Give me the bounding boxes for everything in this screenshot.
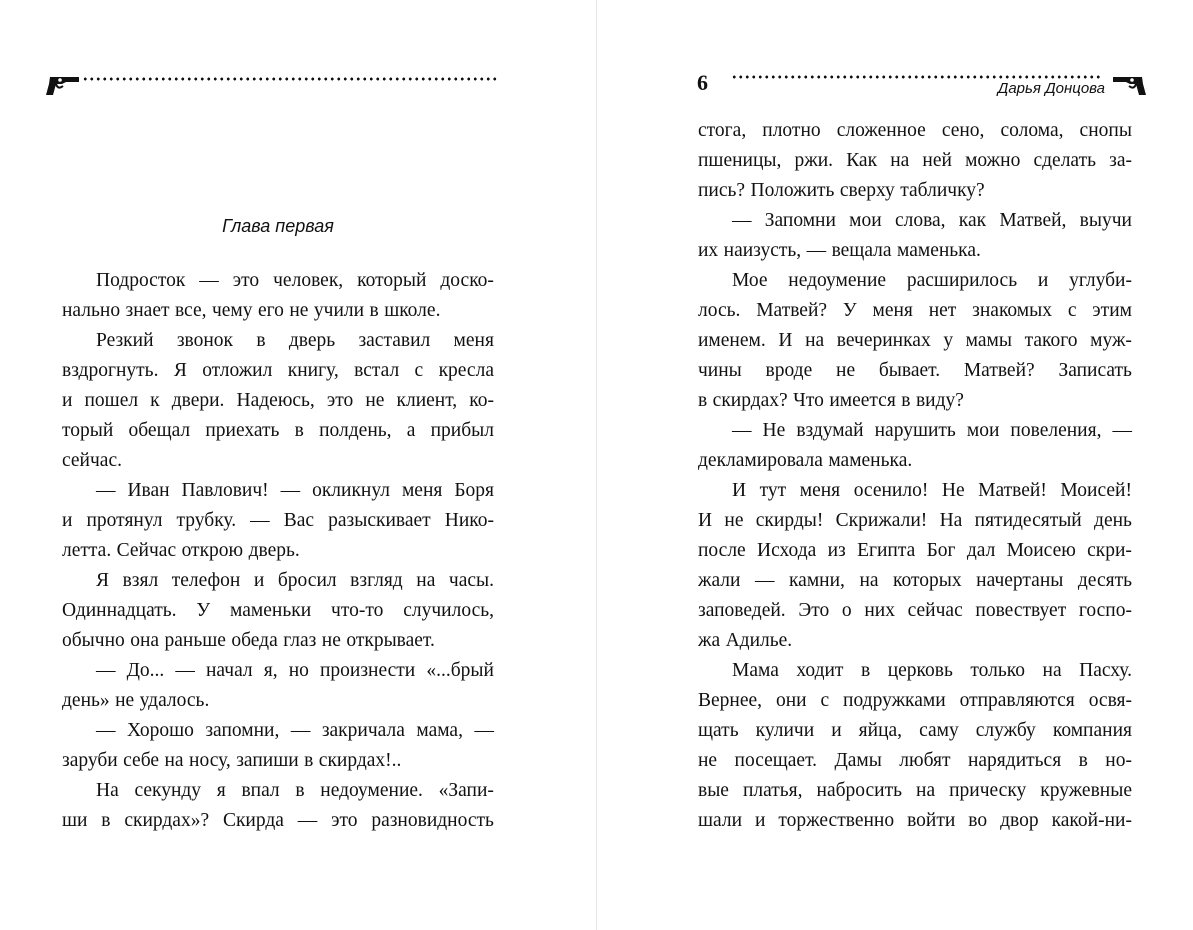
text-line: и протянул трубку. — Вас разыскивает Нико- [62, 510, 494, 531]
text-line: сейчас. [62, 450, 122, 471]
text-line: пшеницы, ржи. Как на ней можно сделать за- [698, 150, 1132, 171]
text-line: Я взял телефон и бросил взгляд на часы. [96, 570, 494, 591]
text-line: торый обещал приехать в полдень, а прибыл [62, 420, 494, 441]
text-line: и пошел к двери. Надеюсь, это не клиент, ко- [62, 390, 494, 411]
text-line: Вернее, они с подружками отправляются освя- [698, 690, 1132, 711]
text-line: чины вроде не бывает. Матвей? Записать [698, 360, 1132, 381]
text-line: стога, плотно сложенное сено, солома, снопы [698, 120, 1132, 141]
text-line: — Не вздумай нарушить мои повеления, — [732, 420, 1132, 441]
left-page-text [62, 266, 494, 836]
text-line: Резкий звонок в дверь заставил меня [96, 330, 494, 351]
text-line: день» не удалось. [62, 690, 210, 711]
chapter-title: Глава первая [222, 216, 334, 236]
text-line: вые платья, набросить на прическу кружевные [698, 780, 1132, 801]
revolver-icon [1112, 74, 1148, 96]
text-line: Подросток — это человек, который доско- [96, 270, 494, 291]
right-page [597, 0, 1193, 930]
right-page-text [698, 116, 1132, 836]
text-line: их наизусть, — вещала маменька. [698, 240, 981, 261]
text-line: — Запомни мои слова, как Матвей, выучи [732, 210, 1132, 231]
text-line: в скирдах? Что имеется в виду? [698, 390, 964, 411]
text-line: жали — камни, на которых начертаны десять [698, 570, 1132, 591]
page-number: 6 [697, 70, 708, 95]
text-line: нально знает все, чему его не учили в школе. [62, 300, 441, 321]
text-line: заповедей. Это о них сейчас повествует госпо- [698, 600, 1132, 621]
text-line: летта. Сейчас открою дверь. [62, 540, 300, 561]
text-line: Одиннадцать. У маменьки что-то случилось, [62, 600, 494, 621]
text-line: обычно она раньше обеда глаз не открывает. [62, 630, 435, 651]
text-line: И не скирды! Скрижали! На пятидесятый день [698, 510, 1132, 531]
header-dotted-rule [82, 76, 498, 82]
text-line: вздрогнуть. Я отложил книгу, встал с кресла [62, 360, 494, 381]
text-line: ши в скирдах»? Скирда — это разновидность [62, 810, 494, 831]
text-line: щать куличи и яйца, саму службу компания [698, 720, 1132, 741]
text-line: лось. Матвей? У меня нет знакомых с этим [698, 300, 1132, 321]
text-line: декламировала маменька. [698, 450, 913, 471]
left-page [0, 0, 596, 930]
text-line: шали и торжественно войти во двор какой-ни- [698, 810, 1132, 831]
text-line: Мое недоумение расширилось и углуби- [732, 270, 1132, 291]
text-line: — До... — начал я, но произнести «...брый [96, 660, 494, 681]
revolver-icon [44, 74, 80, 96]
text-line: Мама ходит в церковь только на Пасху. [732, 660, 1132, 681]
text-line: И тут меня осенило! Не Матвей! Моисей! [732, 480, 1132, 501]
text-line: не посещает. Дамы любят нарядиться в но- [698, 750, 1132, 771]
text-line: после Исхода из Египта Бог дал Моисею скри- [698, 540, 1132, 561]
running-head-author: Дарья Донцова [997, 80, 1105, 97]
text-line: — Хорошо запомни, — закричала мама, — [96, 720, 494, 741]
text-line: На секунду я впал в недоумение. «Запи- [96, 780, 494, 801]
text-line: жа Адилье. [698, 630, 793, 651]
text-line: — Иван Павлович! — окликнул меня Боря [96, 480, 494, 501]
text-line: пись? Положить сверху табличку? [698, 180, 985, 201]
text-line: именем. И на вечеринках у мамы такого муж- [698, 330, 1132, 351]
text-line: заруби себе на носу, запиши в скирдах!.. [62, 750, 402, 771]
